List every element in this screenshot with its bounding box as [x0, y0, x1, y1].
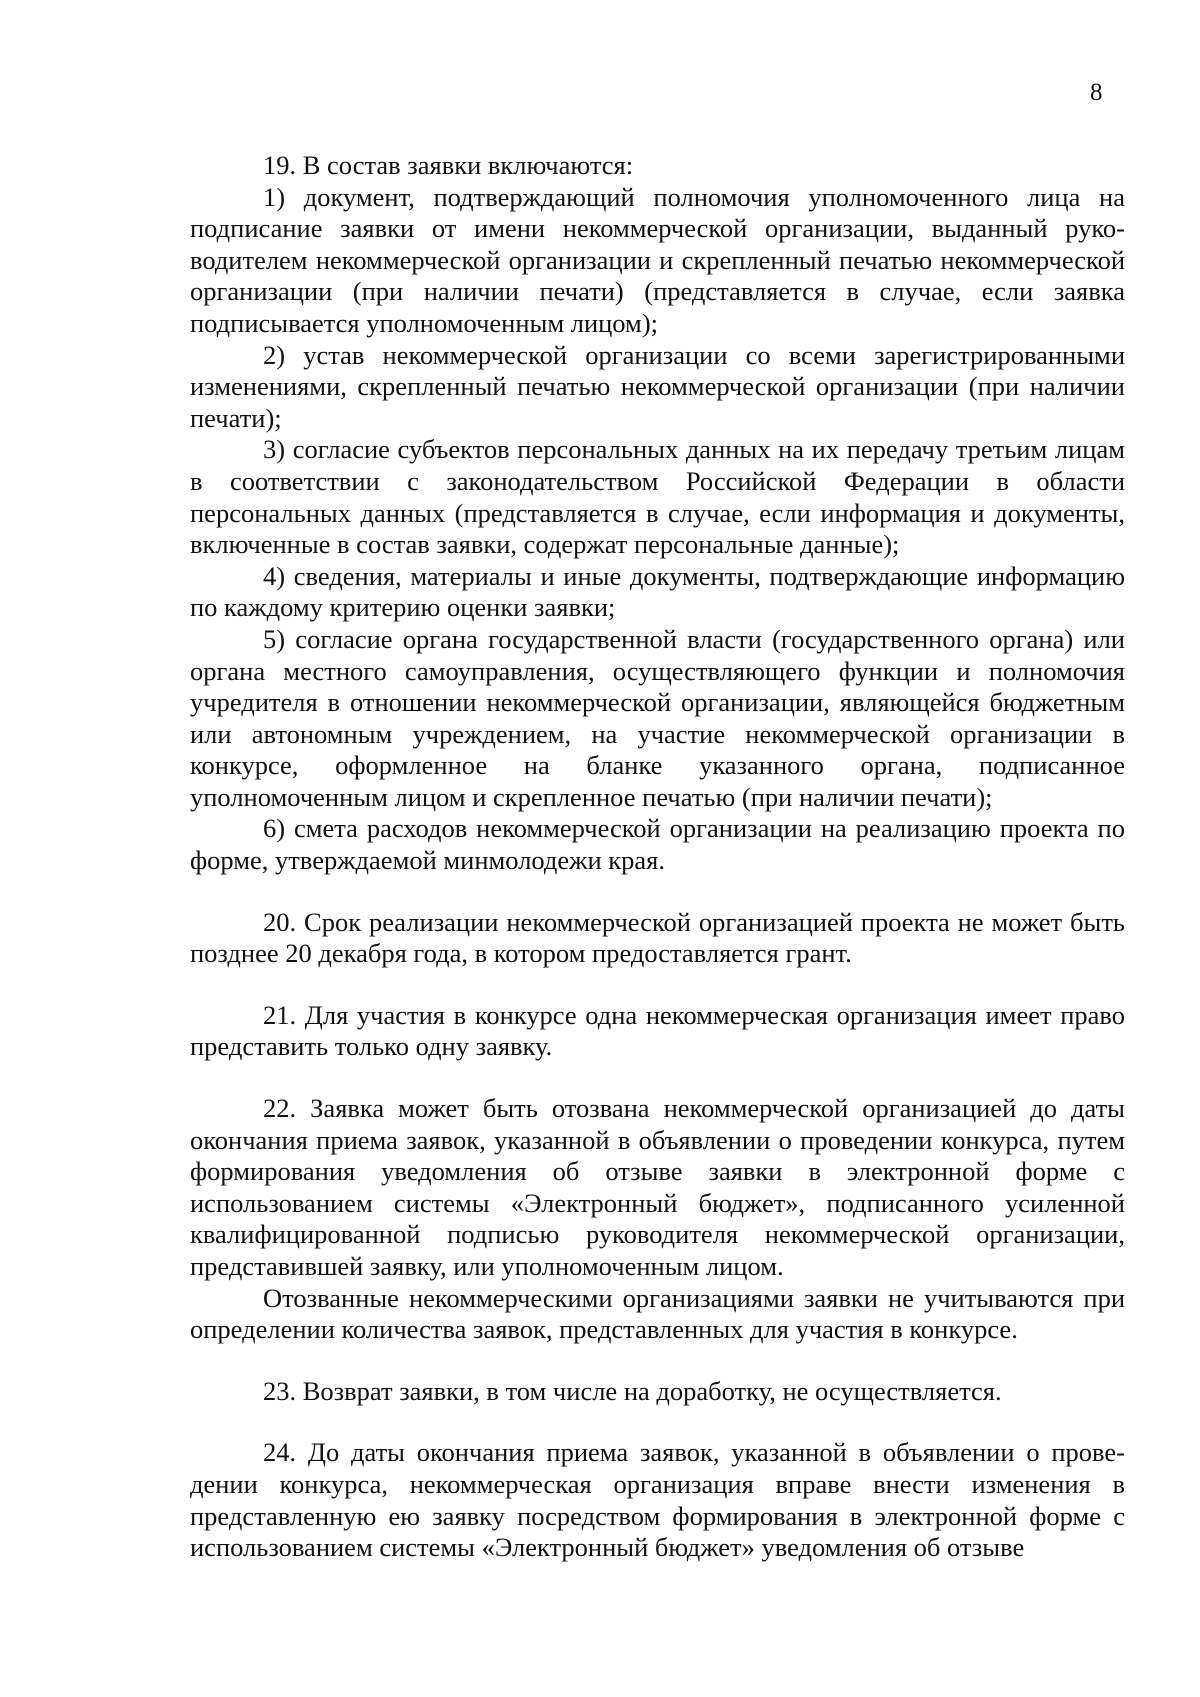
paragraph-23: 23. Возврат заявки, в том числе на доработку, не осуществляется. [263, 1375, 1002, 1406]
page-number: 8 [1090, 79, 1103, 106]
paragraph-19-item-6: 6) смета расходов некоммерческой организации на реализацию проекта по форме, утверждаемой минмолодежи края. [190, 813, 1125, 876]
paragraph-19-item-1: 1) документ, подтверждающий полномочия уполномоченного лица на подписание заявки от имени некоммерческой организации, выданный руководителем некоммерческой организации и скрепленный печатью некоммерческой организации (при наличии печати) (представляется в случае, если заявка подписывается уполномоченным лицом); [190, 181, 1125, 338]
paragraph-21: 21. Для участия в конкурсе одна некоммерческая организация имеет право представить только одну заявку. [190, 999, 1125, 1062]
paragraph-19-item-2: 2) устав некоммерческой организации со всеми зарегистрированными изменениями, скрепленный печатью некоммерческой организации (при наличии печати); [190, 339, 1125, 433]
paragraph-19-item-5: 5) согласие органа государственной власти (государственного органа) или органа местного самоуправления, осуществляющего функции и полномочия учредителя в отношении некоммерческой организации, являющейся бюджетным или автономным учреждением, на участие некоммерческой организации в конкурсе, оформленное на бланке указанного органа, подписанное уполномоченным лицом и скрепленное печатью (при наличии печати); [190, 623, 1125, 812]
paragraph-22-continued: Отозванные некоммерческими организациями заявки не учитываются при определении количества заявок, представленных для участия в конкурсе. [190, 1282, 1125, 1345]
paragraph-20: 20. Срок реализации некоммерческой организацией проекта не может быть позднее 20 декабря года, в котором предоставляется грант. [190, 906, 1125, 969]
paragraph-19: 19. В состав заявки включаются: [263, 150, 634, 180]
document-body [190, 150, 1125, 1564]
paragraph-19-item-4: 4) сведения, материалы и иные документы, подтверждающие информацию по каждому критерию оценки заявки; [190, 560, 1125, 623]
paragraph-24: 24. До даты окончания приема заявок, указанной в объявлении о проведении конкурса, некоммерческая организация вправе внести изменения в представленную ею заявку посредством формирования в электронной форме с использованием системы «Электронный бюджет» уведомления об отзыве [190, 1437, 1125, 1563]
paragraph-22: 22. Заявка может быть отозвана некоммерческой организацией до даты окончания приема заявок, указанной в объявлении о проведении конкурса, путем формирования уведомления об отзыве заявки в электронной форме с использованием системы «Электронный бюджет», подписанного усиленной квалифицированной подписью руководителя некоммерческой организации, представившей заявку, или уполномоченным лицом. [190, 1093, 1125, 1281]
paragraph-19-item-3: 3) согласие субъектов персональных данных на их передачу третьим лицам в соответствии с законодательством Российской Федерации в области персональных данных (представляется в случае, если информация и документы, включенные в состав заявки, содержат персональные данные); [190, 434, 1125, 560]
